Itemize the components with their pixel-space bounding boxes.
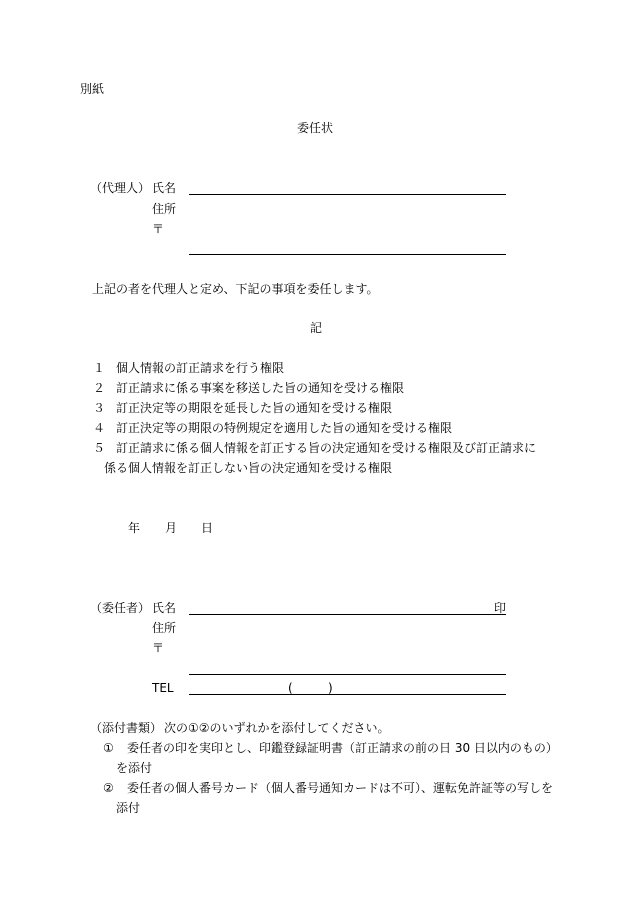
item-number: ２: [93, 381, 106, 395]
attachment-option-text-continued: を添付: [116, 761, 153, 775]
date-day: 日: [201, 521, 214, 535]
tel-line: [189, 694, 506, 695]
tel-label: TEL: [152, 681, 174, 695]
agent-address-label: 住所: [152, 202, 177, 216]
attachment-option-mark: ①: [103, 741, 114, 755]
tel-paren-close: ): [328, 681, 333, 695]
attachment-option-mark: ②: [103, 781, 114, 795]
item-number: ３: [93, 401, 106, 415]
seal-mark: 印: [494, 601, 507, 615]
item-text: 訂正決定等の期限を延長した旨の通知を受ける権限: [116, 401, 393, 415]
principal-name-label: 氏名: [152, 601, 177, 615]
item-number: ５: [93, 441, 106, 455]
attachment-option-text: 委任者の個人番号カード（個人番号通知カードは不可）、運転免許証等の写しを: [127, 781, 554, 795]
item-text-continued: 係る個人情報を訂正しない旨の決定通知を受ける権限: [104, 461, 393, 475]
intro-sentence: 上記の者を代理人と定め、下記の事項を委任します。: [92, 282, 379, 296]
item-text: 訂正決定等の期限の特例規定を適用した旨の通知を受ける権限: [116, 421, 453, 435]
principal-address-label: 住所: [152, 621, 177, 635]
item-text: 訂正請求に係る事案を移送した旨の通知を受ける権限: [116, 381, 405, 395]
principal-name-line: [189, 614, 506, 615]
agent-postal-mark: 〒: [152, 222, 165, 236]
date-month: 月: [165, 521, 178, 535]
item-text: 訂正請求に係る個人情報を訂正する旨の決定通知を受ける権限及び訂正請求に: [116, 441, 537, 455]
agent-name-line: [189, 194, 506, 195]
attachment-option-text-continued: 添付: [116, 801, 141, 815]
principal-address-line: [189, 674, 506, 675]
attachments-label: （添付書類）: [90, 721, 163, 735]
agent-address-line: [189, 254, 506, 255]
attachments-instruction: 次の①②のいずれかを添付してください。: [164, 721, 390, 735]
item-number: ４: [93, 421, 106, 435]
attachment-option-text: 委任者の印を実印とし、印鑑登録証明書（訂正請求の前の日 30 日以内のもの）: [127, 741, 558, 755]
item-text: 個人情報の訂正請求を行う権限: [116, 361, 285, 375]
item-number: １: [93, 361, 106, 375]
agent-name-label: 氏名: [152, 181, 177, 195]
ki-heading: 記: [310, 321, 323, 335]
document-title: 委任状: [297, 121, 334, 135]
attachment-label: 別紙: [80, 82, 105, 96]
principal-postal-mark: 〒: [152, 641, 165, 655]
tel-paren-open: (: [288, 681, 293, 695]
date-year: 年: [128, 521, 141, 535]
agent-role-label: （代理人）: [90, 181, 151, 195]
principal-role-label: （委任者）: [90, 601, 151, 615]
